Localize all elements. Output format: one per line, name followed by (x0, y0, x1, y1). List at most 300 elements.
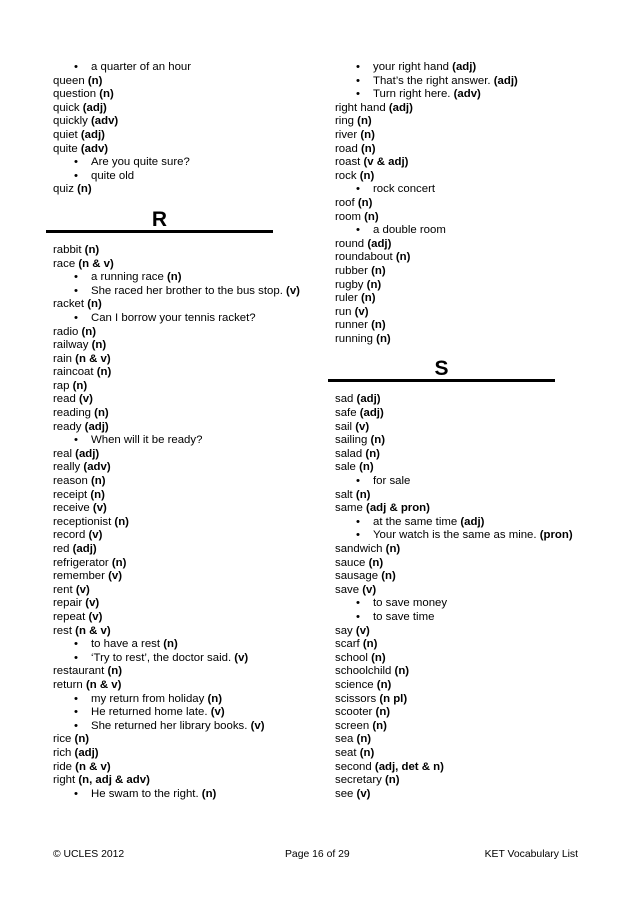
part-of-speech: (n) (91, 339, 107, 352)
entry-word: real (53, 447, 72, 460)
part-of-speech: (n) (368, 556, 384, 569)
part-of-speech: (adj) (82, 101, 107, 114)
part-of-speech: (v) (88, 610, 103, 623)
vocab-entry (335, 129, 597, 143)
vocab-entry (53, 380, 315, 394)
entry-word: roast (335, 156, 361, 169)
vocab-entry (53, 570, 315, 584)
part-of-speech: (adj) (359, 407, 384, 420)
vocab-entry (335, 448, 597, 462)
entry-word: sale (335, 461, 356, 474)
example-bullet (53, 638, 315, 652)
example-text: When will it be ready? (91, 434, 203, 447)
example-text: to have a rest (91, 638, 161, 651)
entry-word: river (335, 128, 358, 141)
part-of-speech: (n) (163, 638, 178, 651)
part-of-speech: (v) (78, 393, 93, 406)
example-text: a running race (91, 271, 164, 284)
entry-word: question (53, 88, 97, 101)
entry-word: scissors (335, 692, 377, 705)
vocab-entry (335, 693, 597, 707)
part-of-speech: (n & v) (78, 257, 114, 270)
part-of-speech: (n) (114, 515, 129, 528)
part-of-speech: (n) (385, 774, 400, 787)
vocab-entry (335, 706, 597, 720)
example-text: my return from holiday (91, 692, 205, 705)
vocab-entry (53, 244, 315, 258)
vocab-entry (335, 306, 597, 320)
entry-word: scooter (335, 706, 373, 719)
example-bullet (53, 706, 315, 720)
part-of-speech: (v) (92, 502, 107, 515)
part-of-speech: (n) (359, 461, 374, 474)
section-heading: R (46, 206, 273, 233)
part-of-speech: (n) (77, 183, 92, 196)
vocab-entry (53, 75, 315, 89)
example-text: Your watch is the same as mine. (373, 529, 537, 542)
part-of-speech: (v) (210, 706, 225, 719)
entry-word: screen (335, 719, 370, 732)
entry-word: sandwich (335, 543, 383, 555)
entry-word: same (335, 502, 363, 515)
part-of-speech: (n) (365, 447, 380, 460)
entry-word: receptionist (53, 515, 112, 528)
part-of-speech: (v) (362, 583, 377, 596)
part-of-speech: (v) (250, 719, 265, 732)
entry-word: sail (335, 420, 353, 433)
entry-word: ride (53, 760, 72, 773)
part-of-speech: (adj) (493, 74, 518, 87)
example-text: your right hand (373, 61, 449, 73)
example-text: He returned home late. (91, 706, 208, 719)
part-of-speech: (n) (94, 407, 109, 420)
example-bullet (335, 61, 597, 75)
left-column (53, 61, 315, 801)
part-of-speech: (v) (85, 597, 100, 610)
entry-word: record (53, 529, 86, 542)
part-of-speech: (adj) (80, 128, 105, 141)
part-of-speech: (n) (72, 379, 88, 392)
vocab-entry (335, 238, 597, 252)
vocab-entry (335, 502, 597, 516)
entry-word: return (53, 678, 83, 691)
entry-word: ruler (335, 292, 358, 305)
vocab-entry (335, 720, 597, 734)
example-text: She raced her brother to the bus stop. (91, 284, 283, 297)
part-of-speech: (adv) (91, 115, 119, 128)
vocab-entry (335, 265, 597, 279)
vocab-entry (335, 747, 597, 761)
part-of-speech: (n) (359, 169, 375, 182)
part-of-speech: (n) (370, 434, 386, 447)
vocab-entry (335, 489, 597, 503)
part-of-speech: (n) (167, 271, 182, 284)
example-bullet (335, 516, 597, 530)
vocab-entry (53, 421, 315, 435)
entry-word: rest (53, 624, 72, 637)
entry-word: rain (53, 352, 72, 365)
entry-word: really (53, 461, 81, 474)
entry-word: rabbit (53, 243, 82, 256)
entry-word: run (335, 305, 352, 318)
entry-word: ring (335, 115, 354, 128)
section-heading: S (328, 355, 555, 382)
part-of-speech: (n) (99, 88, 114, 101)
entry-word: roundabout (335, 251, 393, 264)
entry-word: restaurant (53, 665, 105, 678)
part-of-speech: (adj) (75, 447, 100, 460)
part-of-speech: (n) (360, 292, 376, 305)
entry-word: race (53, 257, 76, 270)
part-of-speech: (adj) (452, 61, 477, 73)
vocab-entry (335, 788, 597, 802)
vocab-entry (53, 448, 315, 462)
part-of-speech: (n) (96, 366, 112, 379)
entry-word: schoolchild (335, 665, 392, 678)
entry-word: rent (53, 583, 73, 596)
vocab-entry (335, 115, 597, 129)
part-of-speech: (n) (372, 719, 387, 732)
example-bullet (53, 285, 315, 299)
vocab-entry (335, 197, 597, 211)
part-of-speech: (adj) (367, 237, 392, 250)
part-of-speech: (n) (366, 278, 382, 291)
part-of-speech: (adj) (72, 543, 97, 555)
entry-word: railway (53, 339, 89, 352)
entry-word: sauce (335, 556, 366, 569)
part-of-speech: (n) (395, 251, 411, 264)
part-of-speech: (n) (90, 488, 105, 501)
part-of-speech: (n) (74, 733, 90, 746)
section-spacer (53, 235, 315, 244)
part-of-speech: (v) (354, 305, 369, 318)
part-of-speech: (n & v) (85, 678, 122, 691)
entry-word: refrigerator (53, 556, 109, 569)
part-of-speech: (v) (108, 570, 122, 583)
part-of-speech: (n) (201, 787, 217, 800)
vocab-entry (53, 679, 315, 693)
part-of-speech: (adj) (74, 746, 99, 759)
vocab-entry (53, 597, 315, 611)
section-spacer (53, 197, 315, 206)
vocab-entry (335, 665, 597, 679)
vocab-entry (53, 461, 315, 475)
example-bullet (335, 75, 597, 89)
entry-word: seat (335, 746, 357, 759)
example-text: to save time (373, 610, 435, 623)
part-of-speech: (adj) (84, 420, 109, 433)
part-of-speech: (v) (286, 284, 300, 297)
vocab-entry (53, 611, 315, 625)
part-of-speech: (n) (381, 570, 396, 583)
part-of-speech: (v & adj) (363, 156, 409, 169)
vocab-entry (335, 638, 597, 652)
vocab-entry (53, 183, 315, 197)
entry-word: science (335, 678, 374, 691)
entry-word: round (335, 237, 365, 250)
example-bullet (53, 170, 315, 184)
entry-word: quiz (53, 183, 74, 196)
vocab-entry (53, 516, 315, 530)
example-text: rock concert (373, 183, 436, 196)
part-of-speech: (pron) (539, 529, 573, 542)
vocab-entry (335, 557, 597, 571)
vocab-entry (335, 393, 597, 407)
example-text: a quarter of an hour (91, 61, 192, 73)
entry-word: room (335, 210, 361, 223)
part-of-speech: (n) (84, 243, 100, 256)
vocab-entry (53, 102, 315, 116)
example-bullet (335, 183, 597, 197)
vocab-entry (335, 570, 597, 584)
vocab-entry (335, 170, 597, 184)
part-of-speech: (n) (362, 638, 378, 651)
example-bullet (335, 597, 597, 611)
part-of-speech: (v) (356, 787, 371, 800)
part-of-speech: (n) (356, 733, 372, 746)
part-of-speech: (v) (234, 651, 249, 664)
part-of-speech: (n) (371, 264, 386, 277)
entry-word: receive (53, 502, 90, 515)
entry-word: sausage (335, 570, 379, 583)
entry-word: quite (53, 142, 78, 155)
entry-word: scarf (335, 638, 360, 651)
page-footer (53, 848, 578, 862)
part-of-speech: (n) (357, 196, 373, 209)
vocab-entry (335, 679, 597, 693)
entry-word: rock (335, 169, 357, 182)
part-of-speech: (n pl) (379, 692, 408, 705)
example-text: at the same time (373, 515, 458, 528)
example-bullet (335, 224, 597, 238)
vocab-entry (335, 279, 597, 293)
entry-word: secretary (335, 774, 382, 787)
vocab-entry (53, 326, 315, 340)
entry-word: roof (335, 196, 355, 209)
entry-word: rugby (335, 278, 364, 291)
entry-word: salt (335, 488, 353, 501)
entry-word: school (335, 651, 368, 664)
example-text: He swam to the right. (91, 787, 199, 800)
example-bullet (53, 652, 315, 666)
part-of-speech: (n) (111, 556, 127, 569)
part-of-speech: (n) (376, 332, 391, 345)
part-of-speech: (n) (91, 475, 106, 488)
vocab-entry (53, 584, 315, 598)
entry-word: sad (335, 393, 354, 406)
entry-word: safe (335, 407, 357, 420)
vocab-entry (53, 529, 315, 543)
vocab-entry (53, 366, 315, 380)
vocab-entry (335, 292, 597, 306)
entry-word: save (335, 583, 360, 596)
vocab-entry (53, 774, 315, 788)
vocab-entry (335, 434, 597, 448)
vocab-entry (53, 258, 315, 272)
entry-word: reading (53, 407, 91, 420)
entry-word: road (335, 142, 358, 155)
vocab-entry (335, 319, 597, 333)
part-of-speech: (n) (376, 678, 392, 691)
part-of-speech: (n) (360, 142, 376, 155)
footer-page-number: Page 16 of 29 (285, 849, 350, 860)
vocab-entry (335, 652, 597, 666)
vocab-entry (53, 143, 315, 157)
entry-word: rap (53, 379, 70, 392)
part-of-speech: (v) (355, 420, 370, 433)
example-bullet (335, 475, 597, 489)
example-bullet (335, 529, 597, 543)
vocab-entry (335, 143, 597, 157)
example-text: Can I borrow your tennis racket? (91, 311, 256, 324)
entry-word: say (335, 624, 353, 637)
vocab-entry (53, 88, 315, 102)
vocab-entry (335, 407, 597, 421)
part-of-speech: (n) (87, 298, 102, 311)
vocab-entry (53, 747, 315, 761)
part-of-speech: (n, adj & adv) (78, 774, 150, 787)
example-bullet (53, 156, 315, 170)
entry-word: quick (53, 101, 80, 114)
entry-word: running (335, 332, 373, 345)
vocab-entry (53, 733, 315, 747)
vocab-entry (53, 543, 315, 557)
vocab-entry (335, 251, 597, 265)
entry-word: repair (53, 597, 83, 610)
vocab-entry (53, 625, 315, 639)
part-of-speech: (n) (394, 665, 410, 678)
part-of-speech: (n) (107, 665, 123, 678)
part-of-speech: (n) (357, 115, 372, 128)
vocab-entry (335, 584, 597, 598)
part-of-speech: (n) (371, 651, 386, 664)
entry-word: queen (53, 74, 85, 87)
vocab-entry (335, 733, 597, 747)
part-of-speech: (v) (355, 624, 370, 637)
entry-word: racket (53, 298, 85, 311)
part-of-speech: (n) (87, 74, 103, 87)
part-of-speech: (adv) (80, 142, 109, 155)
entry-word: rice (53, 733, 72, 746)
part-of-speech: (v) (75, 583, 90, 596)
entry-word: right (53, 774, 76, 787)
example-bullet (53, 61, 315, 75)
example-bullet (53, 720, 315, 734)
vocab-entry (53, 298, 315, 312)
entry-word: remember (53, 570, 105, 583)
vocab-entry (53, 115, 315, 129)
example-bullet (335, 88, 597, 102)
example-bullet (53, 434, 315, 448)
entry-word: red (53, 543, 70, 555)
part-of-speech: (n & v) (75, 760, 111, 773)
part-of-speech: (n) (364, 210, 379, 223)
entry-word: repeat (53, 610, 86, 623)
part-of-speech: (adj) (388, 101, 413, 114)
entry-word: quickly (53, 115, 88, 128)
part-of-speech: (adv) (453, 88, 481, 101)
vocab-entry (53, 489, 315, 503)
entry-word: quiet (53, 128, 78, 141)
entry-word: right hand (335, 101, 386, 114)
entry-word: radio (53, 325, 79, 338)
part-of-speech: (adj, det & n) (374, 760, 444, 773)
vocab-entry (335, 761, 597, 775)
entry-word: second (335, 760, 372, 773)
part-of-speech: (n) (385, 543, 401, 555)
example-text: a double room (373, 224, 446, 237)
part-of-speech: (adj & pron) (366, 502, 430, 515)
example-bullet (53, 271, 315, 285)
example-text: to save money (373, 597, 448, 610)
part-of-speech: (n) (81, 325, 97, 338)
example-text: ‘Try to rest’, the doctor said. (91, 651, 232, 664)
part-of-speech: (n) (207, 692, 223, 705)
example-bullet (53, 693, 315, 707)
part-of-speech: (n) (371, 319, 386, 332)
vocab-entry (335, 543, 597, 557)
section-spacer (335, 384, 597, 393)
part-of-speech: (adj) (460, 515, 485, 528)
example-text: quite old (91, 169, 135, 182)
entry-word: salad (335, 447, 363, 460)
part-of-speech: (adv) (83, 461, 111, 474)
example-text: for sale (373, 475, 411, 488)
entry-word: runner (335, 319, 368, 332)
vocab-entry (335, 461, 597, 475)
entry-word: reason (53, 475, 88, 488)
vocab-entry (53, 129, 315, 143)
entry-word: sailing (335, 434, 368, 447)
part-of-speech: (n) (360, 128, 375, 141)
vocab-entry (53, 339, 315, 353)
example-text: Are you quite sure? (91, 156, 190, 169)
vocab-entry (53, 557, 315, 571)
vocab-entry (335, 156, 597, 170)
vocab-entry (335, 211, 597, 225)
part-of-speech: (v) (88, 529, 103, 542)
part-of-speech: (n) (375, 706, 391, 719)
vocab-entry (53, 502, 315, 516)
part-of-speech: (n) (359, 746, 375, 759)
vocab-entry (53, 665, 315, 679)
example-bullet (53, 788, 315, 802)
vocab-entry (53, 353, 315, 367)
footer-copyright: © UCLES 2012 (53, 849, 125, 860)
vocab-entry (335, 102, 597, 116)
entry-word: rubber (335, 264, 368, 277)
entry-word: raincoat (53, 366, 94, 379)
vocab-entry (53, 393, 315, 407)
example-bullet (53, 312, 315, 326)
vocab-entry (335, 625, 597, 639)
vocab-entry (335, 774, 597, 788)
part-of-speech: (n & v) (75, 352, 111, 365)
vocab-entry (335, 421, 597, 435)
entry-word: rich (53, 746, 72, 759)
example-text: She returned her library books. (91, 719, 248, 732)
entry-word: see (335, 787, 354, 800)
example-text: That’s the right answer. (373, 74, 491, 87)
part-of-speech: (adj) (356, 393, 381, 406)
part-of-speech: (n) (355, 488, 371, 501)
vocab-entry (53, 475, 315, 489)
entry-word: ready (53, 420, 82, 433)
entry-word: read (53, 393, 76, 406)
entry-word: receipt (53, 488, 88, 501)
example-bullet (335, 611, 597, 625)
part-of-speech: (n & v) (75, 624, 111, 637)
